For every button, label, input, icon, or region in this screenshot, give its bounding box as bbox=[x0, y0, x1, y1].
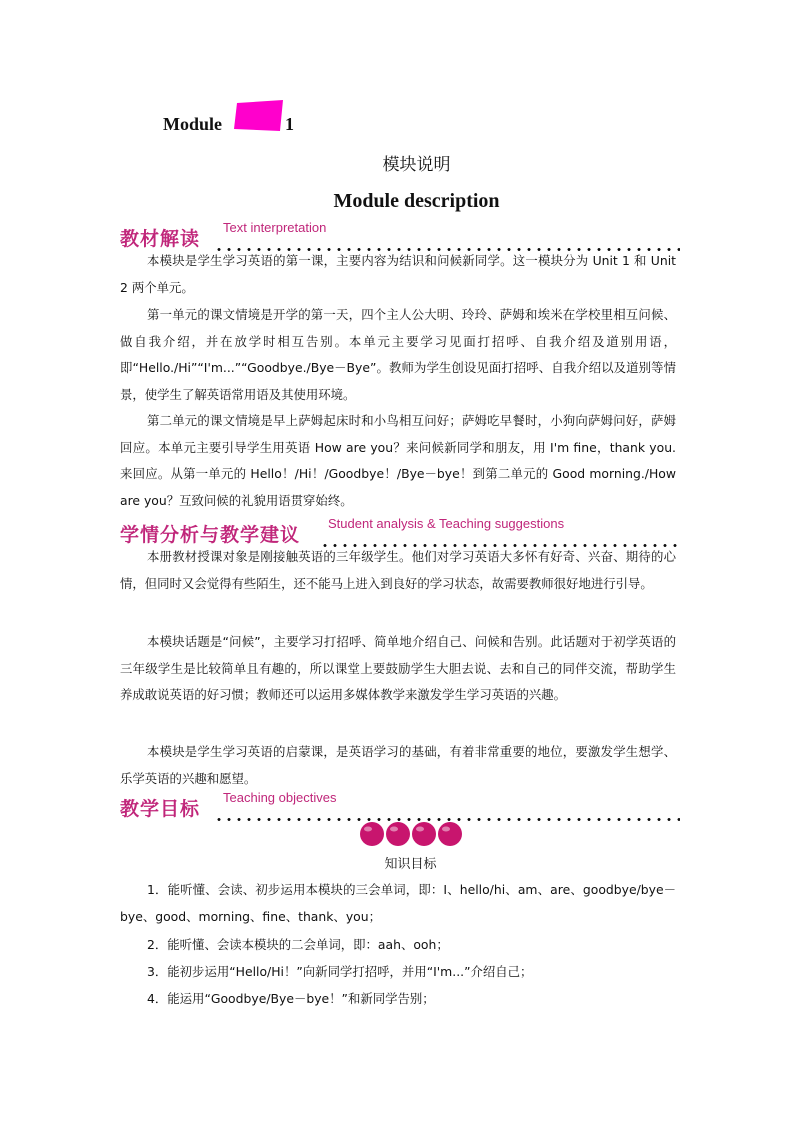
paragraph: 第二单元的课文情境是早上萨姆起床时和小鸟相互问好；萨姆吃早餐时，小狗向萨姆问好，萨姆回应。本单元主要引导学生用英语 How are you？来问候新同学和朋友，用 I'm fine，thank you.来回应。从第一单元的 Hello！/Hi！/Goodbye！/Bye－bye！到第二单元的 Good morning./How are you？互致问候的礼貌用语贯穿始终。 bbox=[120, 413, 676, 509]
objective-item: 4．能运用“Goodbye/Bye－bye！”和新同学告别； bbox=[147, 991, 435, 1006]
objective-item: 3．能初步运用“Hello/Hi！”向新同学打招呼，并用“I'm...”介绍自己； bbox=[147, 964, 533, 979]
section-heading-teaching-objectives bbox=[120, 790, 680, 820]
section-title-cn: 学情分析与教学建议 bbox=[120, 524, 301, 546]
paragraph: 本模块话题是“问候”，主要学习打招呼、简单地介绍自己、问候和告别。此话题对于初学英语的三年级学生是比较简单且有趣的，所以课堂上要鼓励学生大胆去说、去和自己的同伴交流，帮助学生养成敢说英语的好习惯；教师还可以运用多媒体教学来激发学生学习英语的兴趣。 bbox=[120, 634, 676, 703]
module-number: 1 bbox=[285, 114, 294, 134]
paragraph: 本册教材授课对象是刚接触英语的三年级学生。他们对学习英语大多怀有好奇、兴奋、期待的心情，但同时又会觉得有些陌生，还不能马上进入到良好的学习状态，故需要教师很好地进行引导。 bbox=[120, 549, 676, 591]
paragraph: 本模块是学生学习英语的第一课，主要内容为结识和问候新同学。这一模块分为 Unit 1 和 Unit 2 两个单元。 bbox=[120, 253, 676, 295]
section-heading-student-analysis bbox=[120, 516, 680, 546]
section-title-en: Text interpretation bbox=[223, 220, 327, 235]
magenta-shape-icon bbox=[234, 100, 286, 132]
objective-item: 1．能听懂、会读、初步运用本模块的三会单词，即：I、hello/hi、am、are、goodbye/bye－bye、good、morning、fine、thank、you； bbox=[120, 882, 676, 924]
page-title-cn: 模块说明 bbox=[382, 155, 451, 175]
section-title-en: Teaching objectives bbox=[223, 790, 337, 805]
page-title-en: Module description bbox=[333, 190, 500, 212]
section-title-cn: 教材解读 bbox=[120, 228, 201, 250]
section-heading-text-interpretation bbox=[120, 220, 680, 250]
paragraph: 本模块是学生学习英语的启蒙课，是英语学习的基础，有着非常重要的地位，要激发学生想学、乐学英语的兴趣和愿望。 bbox=[120, 744, 676, 786]
section-title-en: Student analysis & Teaching suggestions bbox=[328, 516, 565, 531]
section-title-cn: 教学目标 bbox=[120, 798, 201, 820]
paragraph: 第一单元的课文情境是开学的第一天，四个主人公大明、玲玲、萨姆和埃米在学校里相互问候、做自我介绍，并在放学时相互告别。本单元主要学习见面打招呼、自我介绍及道别用语，即“Hello./Hi”“I'm...”“Goodbye./Bye－Bye”。教师为学生创设见面打招呼、自我介绍以及道别等情景，使学生了解英语常用语及其使用环境。 bbox=[120, 307, 676, 403]
module-word: Module bbox=[163, 114, 223, 134]
hearts-decoration-icon bbox=[360, 821, 464, 847]
objective-item: 2．能听懂、会读本模块的二会单词，即：aah、ooh； bbox=[147, 937, 449, 952]
module-heading bbox=[163, 112, 363, 142]
knowledge-objectives-label: 知识目标 bbox=[384, 857, 437, 872]
